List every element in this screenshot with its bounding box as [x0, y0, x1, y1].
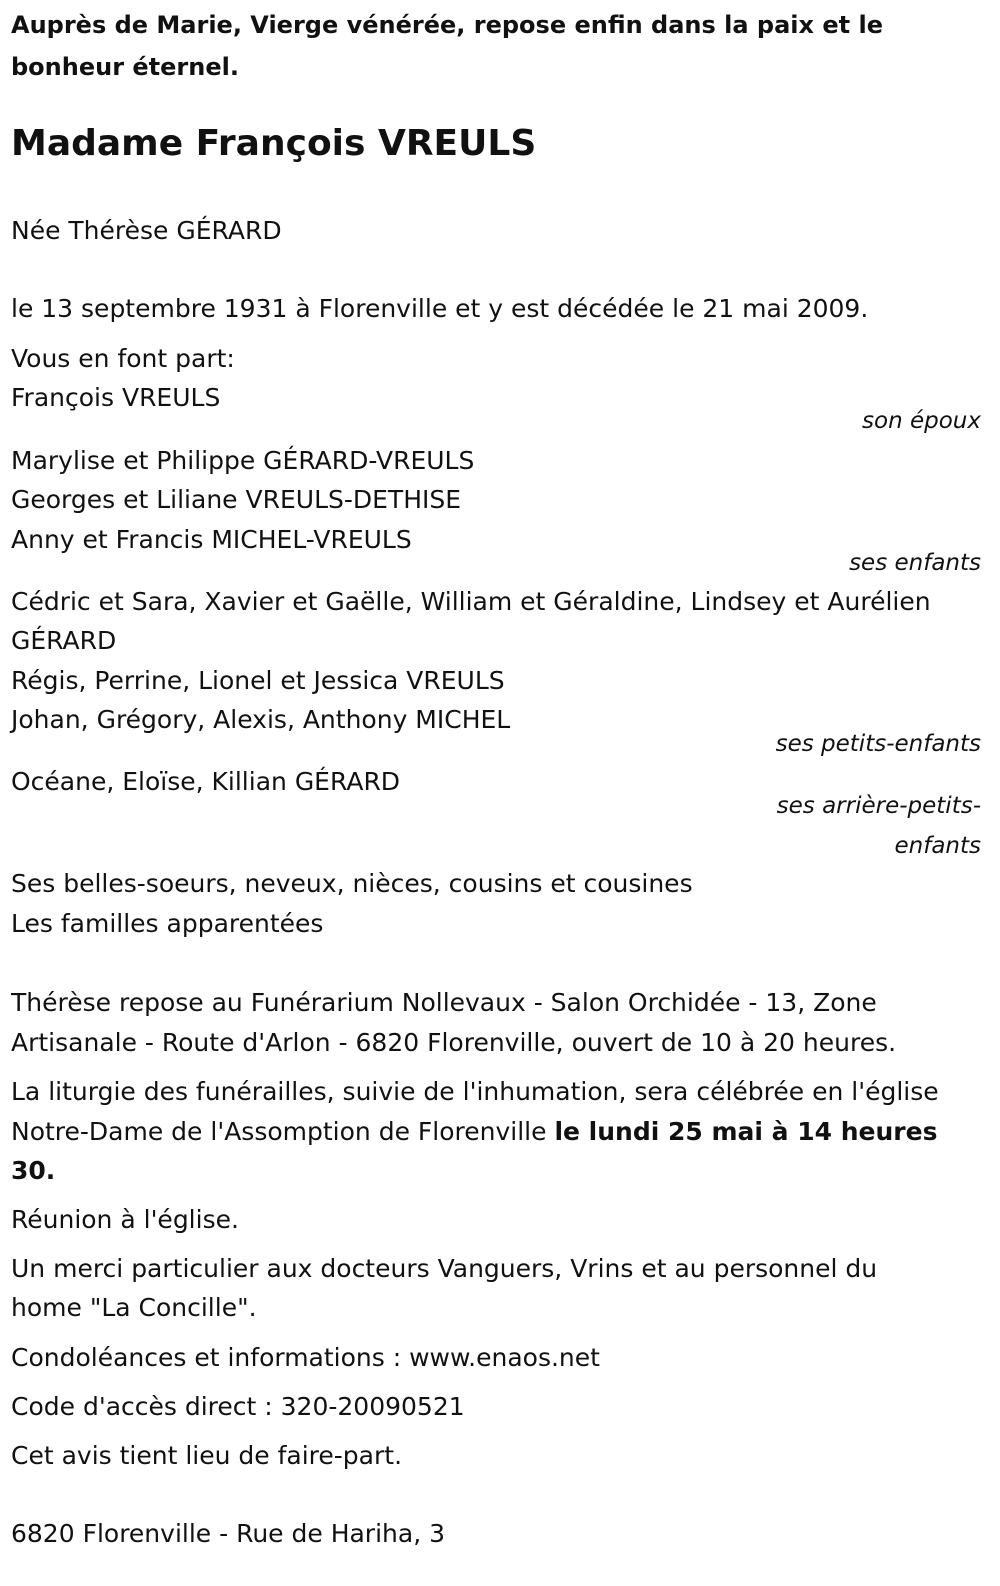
grandchild-line-3: Régis, Perrine, Lionel et Jessica VREULS [11, 666, 505, 695]
address-line: 6820 Florenville - Rue de Hariha, 3 [11, 1519, 445, 1548]
liturgy-date-time: le lundi 25 mai à 14 heures [554, 1117, 938, 1146]
child-line-1: Marylise et Philippe GÉRARD-VREULS [11, 446, 475, 475]
grandchildren-role: ses petits-enfants [775, 731, 981, 757]
reunion-line: Réunion à l'église. [11, 1205, 239, 1234]
child-line-2: Georges et Liliane VREULS-DETHISE [11, 485, 462, 514]
great-grandchildren-role-2: enfants [894, 833, 981, 859]
condolences-line: Condoléances et informations : www.enaos.net [11, 1343, 600, 1372]
grandchild-line-1: Cédric et Sara, Xavier et Gaëlle, William et Géraldine, Lindsey et Aurélien [11, 587, 931, 616]
thanks-line-1: Un merci particulier aux docteurs Vanguers, Vrins et au personnel du [11, 1254, 878, 1283]
spouse-name: François VREULS [11, 383, 221, 412]
intro-line-2: bonheur éternel. [11, 53, 239, 81]
access-code-line: Code d'accès direct : 320-20090521 [11, 1392, 465, 1421]
spouse-role: son époux [862, 408, 981, 434]
liturgy-line-3: 30. [11, 1156, 56, 1185]
notice-line: Cet avis tient lieu de faire-part. [11, 1441, 403, 1470]
great-grandchild-line-1: Océane, Eloïse, Killian GÉRARD [11, 767, 401, 796]
grandchild-line-4: Johan, Grégory, Alexis, Anthony MICHEL [11, 705, 511, 734]
child-line-3: Anny et Francis MICHEL-VREULS [11, 525, 412, 554]
liturgy-line-2 [11, 1112, 937, 1152]
extended-family-line: Ses belles-soeurs, neveux, nièces, cousins et cousines [11, 869, 693, 898]
announce-line: Vous en font part: [11, 344, 235, 373]
page-title: Madame François VREULS [11, 123, 537, 164]
repose-line-2: Artisanale - Route d'Arlon - 6820 Florenville, ouvert de 10 à 20 heures. [11, 1028, 897, 1057]
intro-line-1: Auprès de Marie, Vierge vénérée, repose enfin dans la paix et le [11, 11, 883, 39]
liturgy-line-2-plain: Notre-Dame de l'Assomption de Florenville [11, 1117, 555, 1146]
liturgy-line-1: La liturgie des funérailles, suivie de l'inhumation, sera célébrée en l'église [11, 1077, 939, 1106]
children-role: ses enfants [849, 550, 981, 576]
related-families-line: Les familles apparentées [11, 909, 324, 938]
birth-death-line: le 13 septembre 1931 à Florenville et y est décédée le 21 mai 2009. [11, 294, 869, 323]
repose-line-1: Thérèse repose au Funérarium Nollevaux - Salon Orchidée - 13, Zone [11, 988, 877, 1017]
great-grandchildren-role-1: ses arrière-petits- [776, 793, 981, 819]
thanks-line-2: home "La Concille". [11, 1293, 257, 1322]
maiden-name: Née Thérèse GÉRARD [11, 216, 282, 245]
grandchild-line-2: GÉRARD [11, 626, 117, 655]
